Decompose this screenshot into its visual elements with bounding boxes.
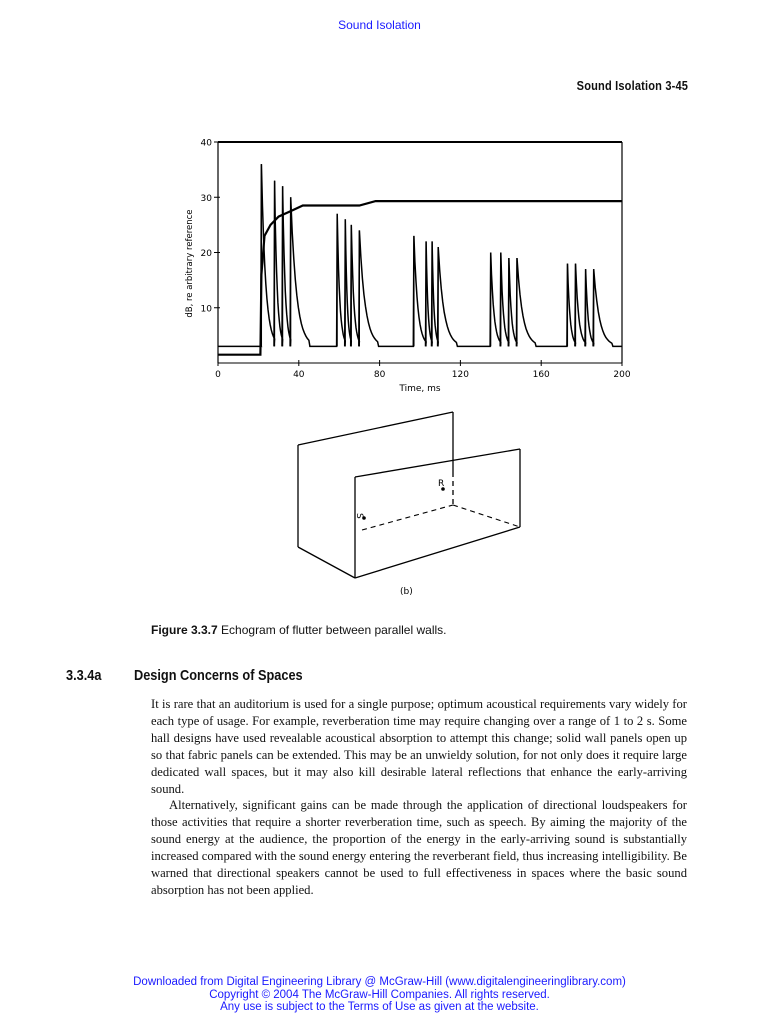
figure-label: Figure 3.3.7 [151,623,218,637]
back-wall [298,412,453,542]
echogram-chart [170,128,640,398]
x-axis-label: Time, ms [399,384,441,394]
floor-hidden-back-edge [362,505,453,530]
paragraph-1: It is rare that an auditorium is used for a single purpose; optimum acoustical requirements vary widely for each type of usage. For example, reverberation time may require changing over a range of 1 to 2 s. Some hall designs have used revealable acoustical absorption to attempt this change; solid wall panels open up so that fabric panels can be extended. This may be an unwieldy solution, for not only does it require large dedicated wall spaces, but it may also kill desirable lateral reflections that enhance the early-arriving sound. [151,697,687,796]
footer-terms[interactable]: Any use is subject to the Terms of Use as given at the website. [220,1001,539,1013]
parallel-walls-diagram [290,405,530,600]
x-tick-label-160: 160 [532,370,550,380]
source-label: S [354,513,364,519]
x-tick-label-80: 80 [373,370,386,380]
integrated-energy-line [218,201,622,355]
section-number: 3.3.4a [66,667,102,684]
floor-hidden-right-edge [453,505,520,527]
front-wall-top-edge [355,449,520,477]
x-tick-label-0: 0 [215,370,221,380]
y-tick-label-10: 10 [200,304,212,315]
footer [0,976,759,1014]
y-tick-label-20: 20 [200,249,212,259]
y-axis-label: dB, re arbitrary reference [185,209,195,318]
section-heading [66,667,303,684]
echogram-trace [218,164,622,346]
part-label: (b) [400,587,413,597]
figure-caption [151,623,446,637]
back-wall-top-edge [298,412,453,445]
top-title-link[interactable]: Sound Isolation [338,18,421,32]
body-text [151,696,687,899]
section-title: Design Concerns of Spaces [134,667,303,684]
y-tick-label-30: 30 [200,193,212,204]
footer-copyright[interactable]: Copyright © 2004 The McGraw-Hill Companies. All rights reserved. [209,988,550,1001]
x-tick-label-40: 40 [293,370,305,380]
x-tick-label-200: 200 [613,370,631,380]
figure-caption-text: Echogram of flutter between parallel walls. [217,623,447,637]
paragraph-2: Alternatively, significant gains can be made through the application of directional loudspeakers for those activities that require a shorter reverberation time, such as speech. By aiming the majority of the sound energy at the audience, the proportion of the energy in the early-arriving sound is substantially increased compared with the sound energy entering the reverberant field, thus increasing intelligibility. Be warned that directional speakers cannot be used to full effectiveness in spaces where the basic sound absorption has not been applied. [151,798,687,897]
running-head: Sound Isolation 3-45 [576,78,688,93]
footer-download-link[interactable]: Downloaded from Digital Engineering Library @ McGraw-Hill (www.digitalengineeringlibrary.com) [133,976,626,988]
receiver-label: R [438,479,445,489]
floor-left-edge [298,547,355,578]
floor-front-edge [355,527,520,578]
x-tick-label-120: 120 [451,370,469,380]
y-tick-label-40: 40 [200,138,212,149]
